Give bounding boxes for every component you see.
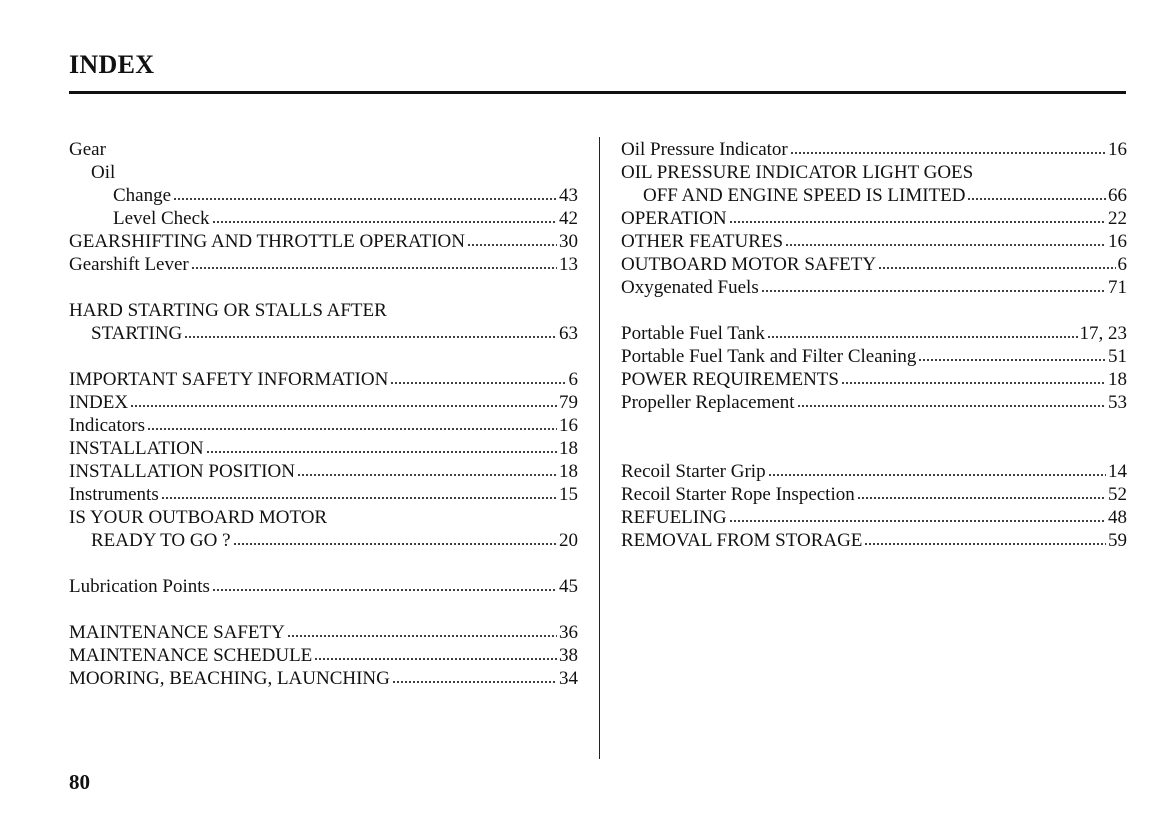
entry-text: POWER REQUIREMENTS [621, 369, 839, 390]
entry-page: 16 [559, 415, 578, 436]
dot-leader [184, 335, 557, 339]
dot-leader [841, 381, 1106, 385]
index-entry [621, 207, 1127, 230]
index-entry [69, 529, 578, 552]
entry-page: 59 [1108, 530, 1127, 551]
entry-text: Portable Fuel Tank and Filter Cleaning [621, 346, 917, 367]
entry-page: 6 [1117, 254, 1127, 275]
entry-page: 17, 23 [1079, 323, 1127, 344]
dot-leader [130, 404, 557, 408]
entry-text: Portable Fuel Tank [621, 323, 765, 344]
entry-page: 34 [559, 668, 578, 689]
index-entry [69, 575, 578, 598]
entry-text: Recoil Starter Rope Inspection [621, 484, 855, 505]
entry-page: 43 [559, 185, 578, 206]
group-spacer [69, 276, 578, 299]
entry-page: 53 [1108, 392, 1127, 413]
entry-page: 18 [559, 438, 578, 459]
dot-leader [864, 542, 1106, 546]
dot-leader [206, 450, 557, 454]
entry-text: Propeller Replacement [621, 392, 795, 413]
entry-page: 22 [1108, 208, 1127, 229]
index-entry [621, 184, 1127, 207]
entry-page: 71 [1108, 277, 1127, 298]
dot-leader [967, 197, 1106, 201]
dot-leader [785, 243, 1106, 247]
entry-text: Indicators [69, 415, 145, 436]
entry-text: Change [113, 185, 172, 206]
entry-text: Oxygenated Fuels [621, 277, 759, 298]
dot-leader [467, 243, 557, 247]
index-entry [69, 460, 578, 483]
page-title: INDEX [69, 50, 155, 79]
entry-text: READY TO GO ? [91, 530, 231, 551]
dot-leader [161, 496, 557, 500]
entry-text: OPERATION [621, 208, 727, 229]
entry-page: 52 [1108, 484, 1127, 505]
entry-text: INSTALLATION POSITION [69, 461, 295, 482]
entry-text: INDEX [69, 392, 129, 413]
dot-leader [392, 680, 557, 684]
index-column-left [69, 138, 578, 690]
dot-leader [797, 404, 1106, 408]
index-entry [69, 322, 578, 345]
entry-page: 13 [559, 254, 578, 275]
entry-text: GEARSHIFTING AND THROTTLE OPERATION [69, 231, 466, 252]
entry-page: 16 [1108, 231, 1127, 252]
index-entry [69, 414, 578, 437]
index-entry [621, 529, 1127, 552]
column-divider [599, 137, 600, 759]
index-entry [621, 253, 1127, 276]
index-entry [621, 161, 1127, 184]
group-spacer [69, 598, 578, 621]
entry-text: REFUELING [621, 507, 727, 528]
entry-page: 36 [559, 622, 578, 643]
index-entry [69, 161, 578, 184]
dot-leader [173, 197, 557, 201]
index-entry [69, 506, 578, 529]
entry-text: Oil Pressure Indicator [621, 139, 788, 160]
dot-leader [212, 220, 557, 224]
entry-text: OIL PRESSURE INDICATOR LIGHT GOES [621, 162, 974, 183]
entry-page: 42 [559, 208, 578, 229]
index-entry [69, 253, 578, 276]
dot-leader [761, 289, 1106, 293]
index-entry [69, 483, 578, 506]
dot-leader [767, 335, 1078, 339]
entry-text: Oil [91, 162, 116, 183]
index-entry [69, 391, 578, 414]
entry-page: 6 [568, 369, 578, 390]
group-spacer [621, 414, 1127, 460]
index-entry [621, 322, 1127, 345]
index-entry [69, 667, 578, 690]
dot-leader [287, 634, 557, 638]
entry-page: 15 [559, 484, 578, 505]
page-number: 80 [69, 770, 90, 794]
entry-text: Recoil Starter Grip [621, 461, 766, 482]
index-entry [69, 644, 578, 667]
header-rule [69, 91, 1126, 94]
index-entry [69, 207, 578, 230]
entry-text: MAINTENANCE SCHEDULE [69, 645, 313, 666]
dot-leader [768, 473, 1106, 477]
entry-page: 38 [559, 645, 578, 666]
entry-page: 63 [559, 323, 578, 344]
index-entry [69, 368, 578, 391]
index-entry [69, 184, 578, 207]
index-entry [621, 230, 1127, 253]
dot-leader [212, 588, 557, 592]
dot-leader [878, 266, 1115, 270]
entry-text: Gear [69, 139, 106, 160]
entry-page: 20 [559, 530, 578, 551]
dot-leader [314, 657, 557, 661]
index-entry [69, 437, 578, 460]
index-entry [621, 506, 1127, 529]
entry-page: 18 [559, 461, 578, 482]
dot-leader [790, 151, 1106, 155]
entry-text: Gearshift Lever [69, 254, 189, 275]
entry-page: 14 [1108, 461, 1127, 482]
dot-leader [729, 519, 1106, 523]
dot-leader [233, 542, 557, 546]
index-entry [621, 368, 1127, 391]
entry-page: 79 [559, 392, 578, 413]
dot-leader [857, 496, 1106, 500]
entry-page: 18 [1108, 369, 1127, 390]
index-entry [621, 391, 1127, 414]
entry-text: MAINTENANCE SAFETY [69, 622, 285, 643]
dot-leader [147, 427, 557, 431]
index-entry [69, 138, 578, 161]
entry-page: 66 [1108, 185, 1127, 206]
group-spacer [69, 345, 578, 368]
entry-text: HARD STARTING OR STALLS AFTER [69, 300, 387, 321]
entry-text: OUTBOARD MOTOR SAFETY [621, 254, 877, 275]
dot-leader [918, 358, 1106, 362]
dot-leader [729, 220, 1106, 224]
entry-text: Level Check [113, 208, 210, 229]
index-entry [69, 621, 578, 644]
entry-text: Lubrication Points [69, 576, 210, 597]
dot-leader [297, 473, 557, 477]
entry-text: INSTALLATION [69, 438, 204, 459]
entry-page: 45 [559, 576, 578, 597]
entry-text: Instruments [69, 484, 159, 505]
index-entry [69, 299, 578, 322]
entry-text: MOORING, BEACHING, LAUNCHING [69, 668, 390, 689]
group-spacer [69, 552, 578, 575]
dot-leader [390, 381, 566, 385]
entry-text: STARTING [91, 323, 183, 344]
index-column-right [621, 138, 1127, 552]
index-entry [621, 276, 1127, 299]
entry-page: 30 [559, 231, 578, 252]
index-entry [69, 230, 578, 253]
index-entry [621, 483, 1127, 506]
entry-page: 48 [1108, 507, 1127, 528]
entry-text: REMOVAL FROM STORAGE [621, 530, 863, 551]
group-spacer [621, 299, 1127, 322]
index-entry [621, 460, 1127, 483]
index-entry [621, 345, 1127, 368]
dot-leader [191, 266, 557, 270]
entry-page: 16 [1108, 139, 1127, 160]
entry-text: OFF AND ENGINE SPEED IS LIMITED [643, 185, 966, 206]
index-entry [621, 138, 1127, 161]
entry-text: OTHER FEATURES [621, 231, 784, 252]
entry-page: 51 [1108, 346, 1127, 367]
entry-text: IMPORTANT SAFETY INFORMATION [69, 369, 389, 390]
entry-text: IS YOUR OUTBOARD MOTOR [69, 507, 328, 528]
